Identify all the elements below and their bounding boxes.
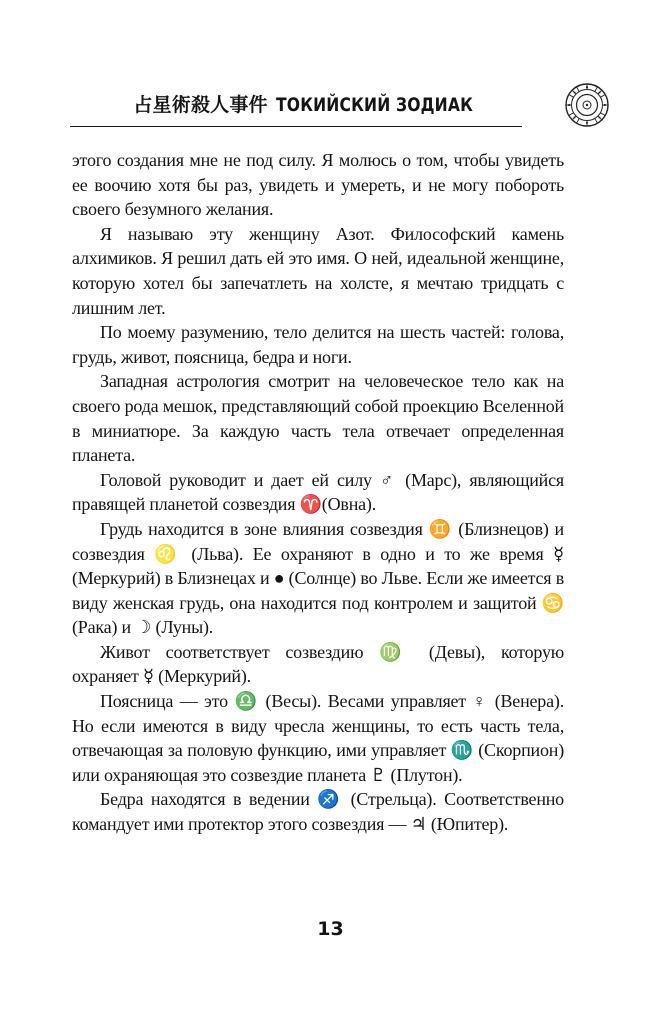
paragraph-7: Живот соответствует созвездию ♍ (Девы), которую охраняет ☿ (Меркурий). xyxy=(72,641,564,687)
page-number: 13 xyxy=(317,918,344,940)
paragraph-5: Головой руководит и дает ей силу ♂ (Марс), являющийся правящей планетой созвездия ♈(Овна). xyxy=(72,469,564,515)
title-japanese: 占星術殺人事件 xyxy=(133,94,268,116)
running-header xyxy=(70,80,590,128)
page-body xyxy=(72,148,564,837)
zodiac-wheel-icon xyxy=(564,82,610,128)
paragraph-3: По моему разумению, тело делится на шесть частей: голова, грудь, живот, поясница, бедра и ноги. xyxy=(72,322,564,367)
paragraph-6: Грудь находится в зоне влияния созвездия ♊ (Близнецов) и созвездия ♌ (Льва). Ее охраняют в одно и то же время ☿ (Меркурий) в Близнецах и ● (Солнце) во Льве. Если же имеется в виду женская грудь, она находится под контролем и защитой ♋ (Рака) и ☽ (Луны). xyxy=(72,518,564,638)
title-russian: ТОКИЙСКИЙ ЗОДИАК xyxy=(275,94,473,116)
paragraph-9: Бедра находятся в ведении ♐ (Стрельца). Соответственно командует ими протектор этого созвездия — ♃ (Юпитер). xyxy=(72,789,564,835)
paragraph-4: Западная астрология смотрит на человеческое тело как на своего рода мешок, представляющий собой проекцию Вселенной в миниатюре. За каждую часть тела отвечает определенная планета. xyxy=(72,371,564,466)
paragraph-1: этого создания мне не под силу. Я молюсь о том, чтобы увидеть ее воочию хотя бы раз, увидеть и умереть, и не могу побороть своего безумного желания. xyxy=(72,150,564,220)
running-title xyxy=(133,90,516,117)
header-rule xyxy=(70,126,522,127)
paragraph-8: Поясница — это ♎ (Весы). Весами управляет ♀ (Венера). Но если имеются в виду чресла женщины, то есть часть тела, отвечающая за половую функцию, ими управляет ♏ (Скорпион) или охраняющая это созвездие планета ♇ (Плутон). xyxy=(72,691,564,785)
paragraph-2: Я называю эту женщину Азот. Философский камень алхимиков. Я решил дать ей это имя. О ней, идеальной женщине, которую хотел бы запечатлеть на холсте, я мечтаю тридцать с лишним лет. xyxy=(72,223,564,318)
